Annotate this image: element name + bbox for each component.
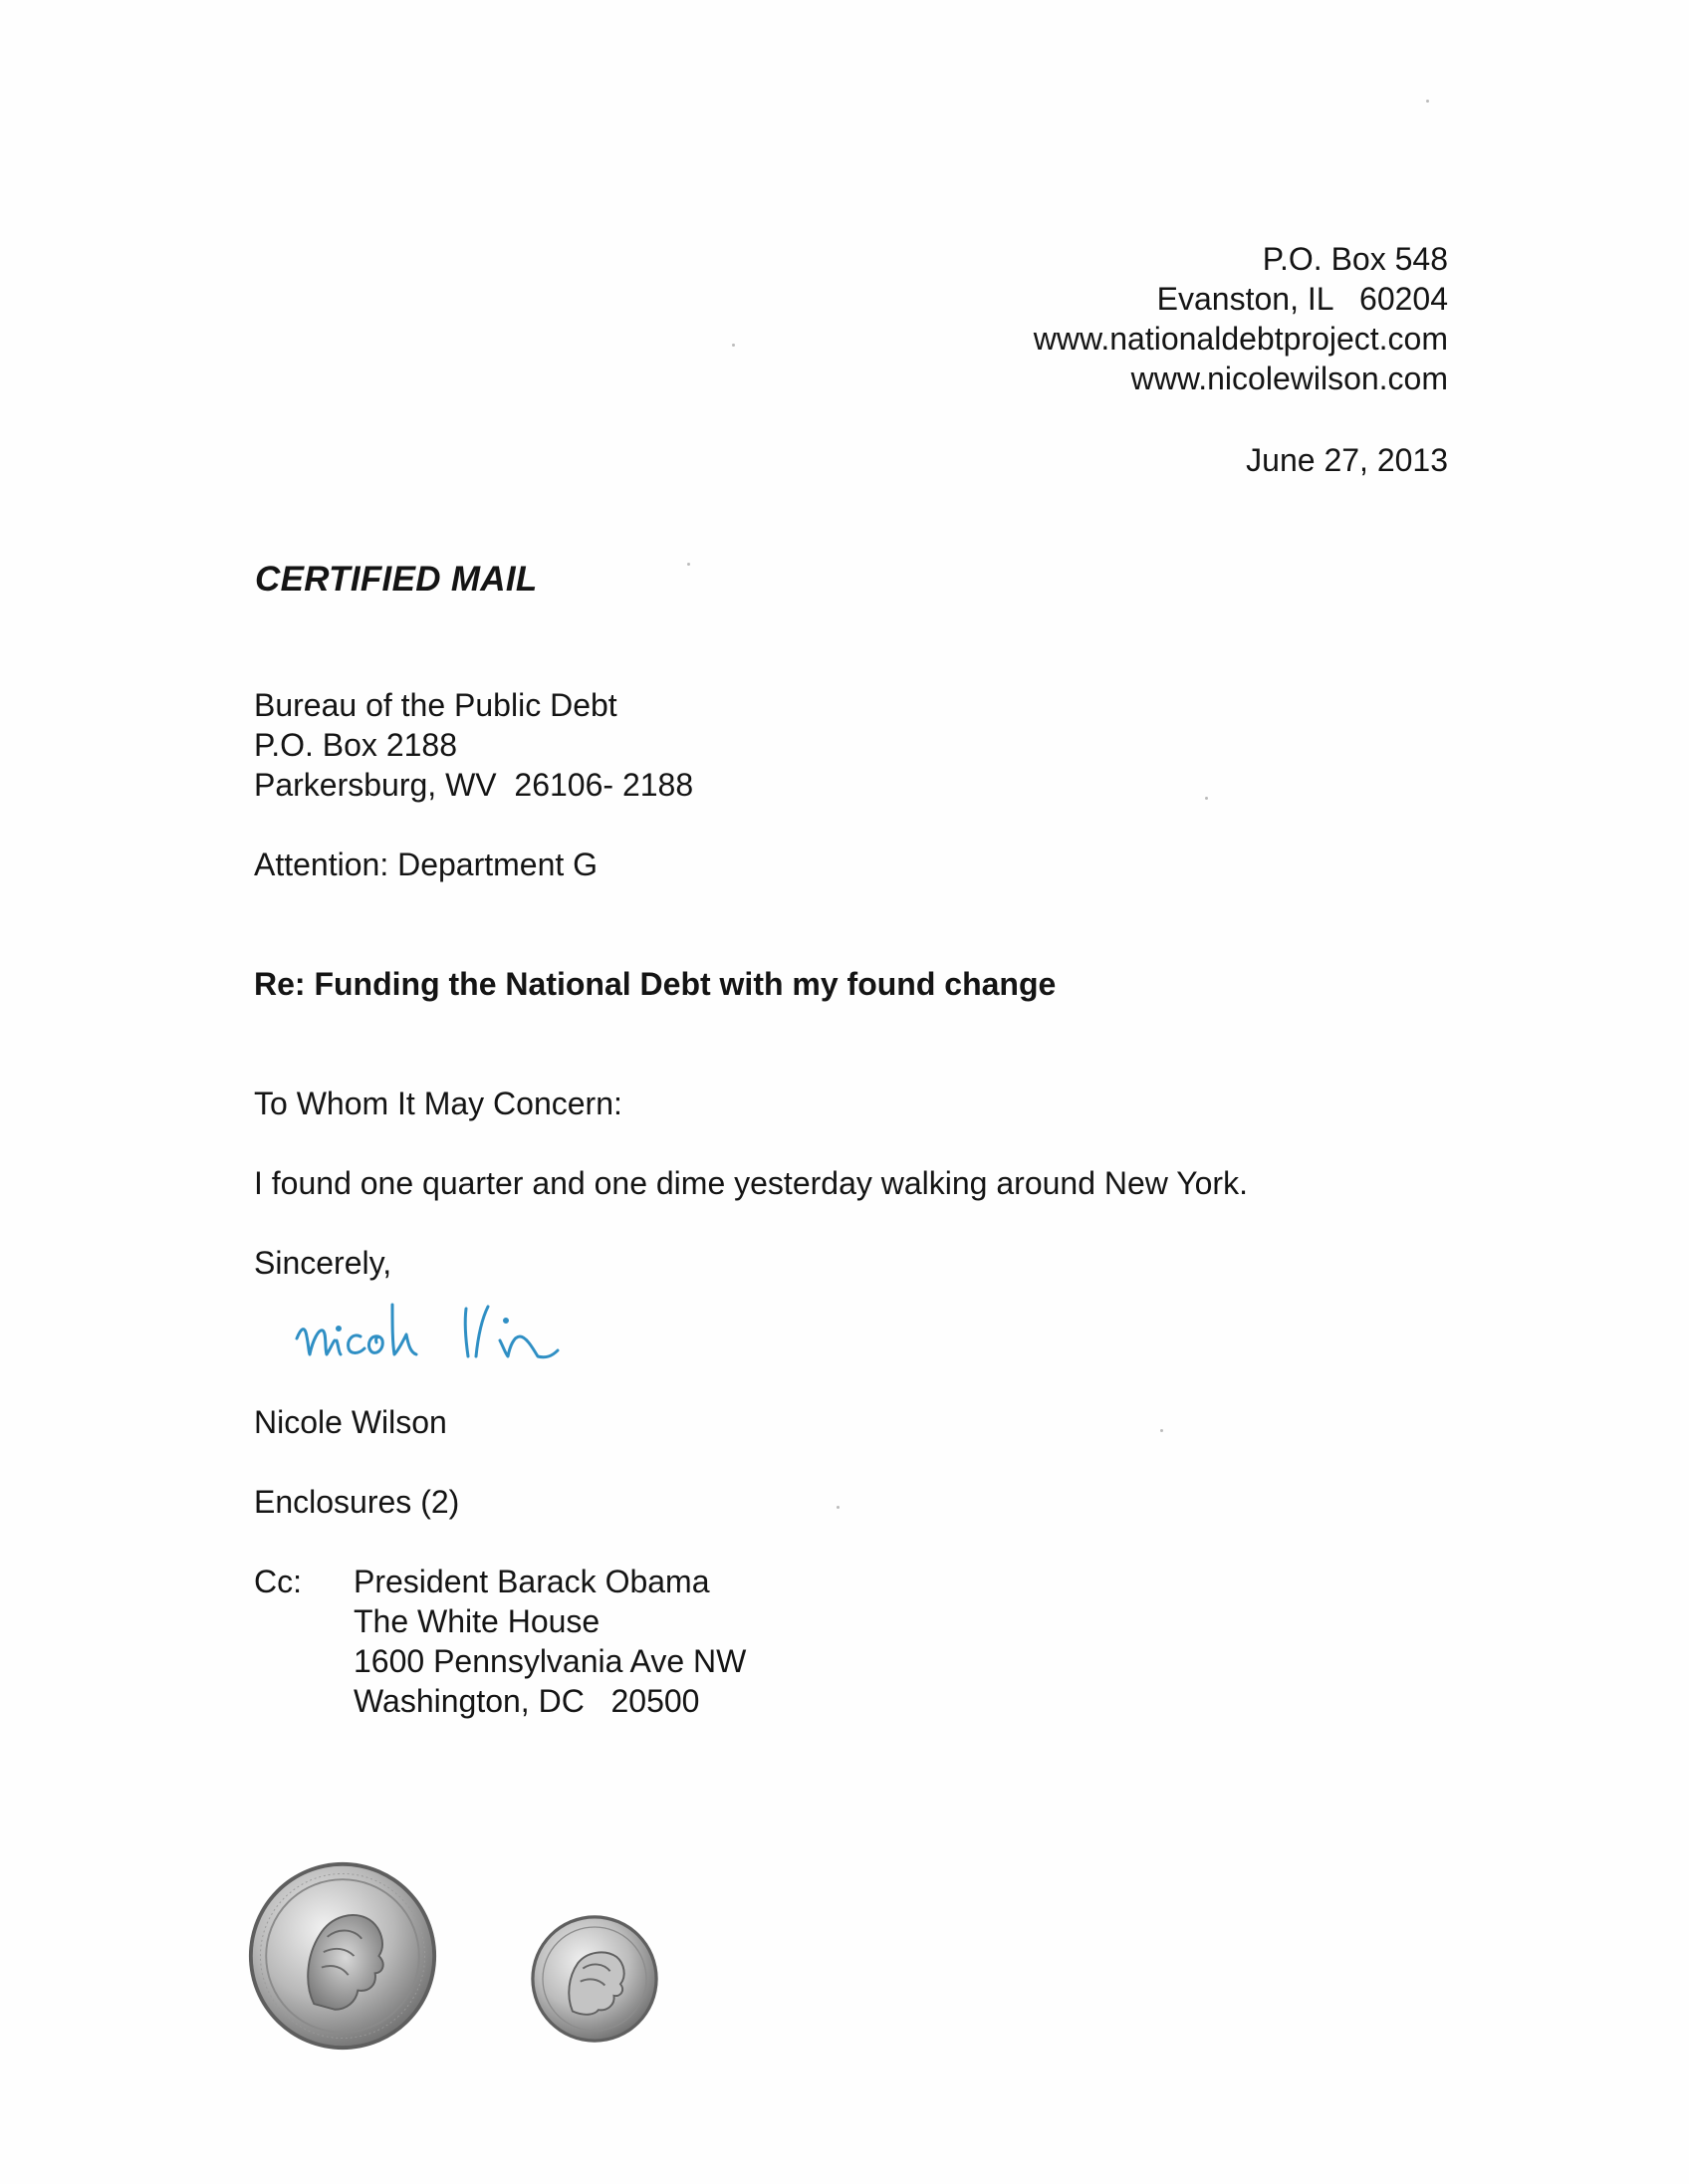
scan-speck [1426,100,1429,103]
quarter-coin-icon [247,1860,438,2052]
recipient-name: Bureau of the Public Debt [254,687,617,723]
cc-organization: The White House [354,1603,601,1639]
recipient-address [254,685,693,805]
sender-website-2: www.nicolewilson.com [1130,361,1448,396]
handwritten-signature [289,1285,677,1384]
return-address [1034,239,1448,398]
letter-date: June 27, 2013 [1246,442,1448,478]
sender-website-1: www.nationaldebtproject.com [1033,321,1448,357]
cc-street: 1600 Pennsylvania Ave NW [354,1643,747,1679]
enclosures-note: Enclosures (2) [254,1484,460,1520]
attention-line: Attention: Department G [254,847,599,882]
scan-speck [1160,1429,1163,1432]
closing: Sincerely, [254,1245,392,1281]
cc-label: Cc: [254,1564,302,1599]
recipient-city-state-zip: Parkersburg, WV 26106- 2188 [254,767,694,803]
cc-city-state-zip: Washington, DC 20500 [354,1683,700,1719]
dime-coin-icon [530,1914,659,2044]
signature-graphic [289,1285,677,1384]
scan-speck [687,563,690,566]
recipient-po-box: P.O. Box 2188 [254,727,457,763]
scan-speck [732,344,735,347]
subject-line: Re: Funding the National Debt with my found change [254,966,1057,1002]
cc-name: President Barack Obama [354,1564,710,1599]
cc-address [354,1562,746,1721]
scan-speck [1205,797,1208,800]
salutation: To Whom It May Concern: [254,1086,622,1121]
sender-city-state-zip: Evanston, IL 60204 [1156,281,1448,317]
scan-speck [837,1506,840,1509]
delivery-method: CERTIFIED MAIL [255,560,538,599]
body-paragraph: I found one quarter and one dime yesterday walking around New York. [254,1165,1248,1201]
signer-name: Nicole Wilson [254,1404,447,1440]
sender-po-box: P.O. Box 548 [1262,241,1448,277]
